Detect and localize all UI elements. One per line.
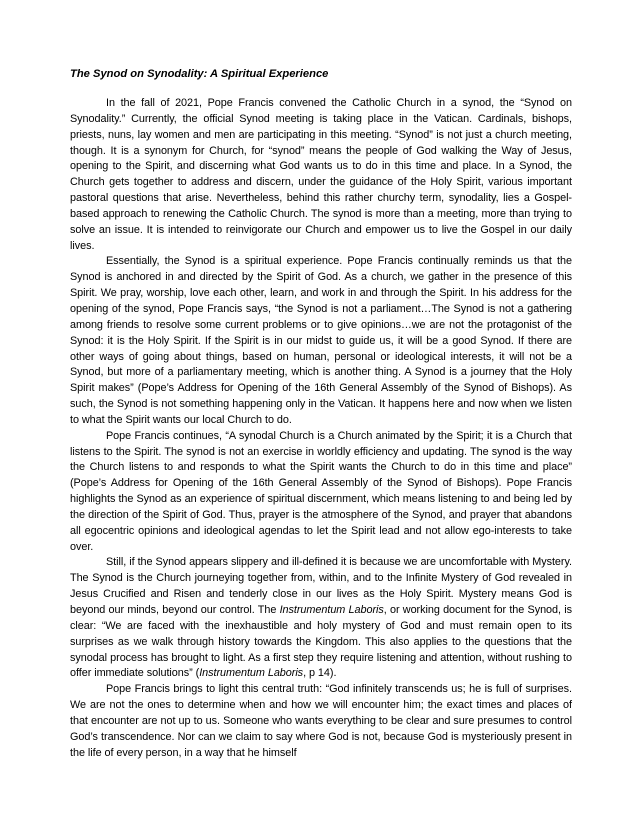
paragraph-3 <box>70 429 572 556</box>
italic-citation: Instrumentum Laboris <box>279 604 384 616</box>
paragraph-2 <box>70 254 572 428</box>
paragraph-text: Pope Francis brings to light this central truth: “God infinitely transcends us; he is full of surprises. We are not the ones to determine when and how we will encounter him; the exact times and places of that encounter are not up to us. Someone who wants everything to be clear and sure presumes to control God’s transcendence. Nor can we claim to say where God is not, because God is mysteriously present in the life of every person, in a way that he himself <box>70 683 572 759</box>
paragraph-text: Essentially, the Synod is a spiritual experience. Pope Francis continually reminds us that the Synod is anchored in and directed by the Spirit of God. As a church, we gather in the presence of this Spirit. We pray, worship, love each other, learn, and work in and through the Spirit. In his address for the opening of the synod, Pope Francis says, “the Synod is not a parliament…The Synod is not a gathering among friends to resolve some current problems or to give opinions…we are not the protagonist of the Synod: it is the Holy Spirit. If the Spirit is in our midst to guide us, it will be a good Synod. If there are other ways of going about things, based on human, personal or ideological interests, it will not be a Synod, but more of a parliamentary meeting, which is another thing. A Synod is a journey that the Holy Spirit makes” (Pope’s Address for Opening of the 16th General Assembly of the Synod of Bishops). As such, the Synod is not something happening only in the Vatican. It happens here and now when we listen to what the Spirit wants our local Church to do. <box>70 255 572 426</box>
paragraph-text: In the fall of 2021, Pope Francis convened the Catholic Church in a synod, the “Synod on Synodality.” Currently, the official Synod meeting is taking place in the Vatican. Cardinals, bishops, priests, nuns, lay women and men are participating in this meeting. “Synod” is not just a church meeting, though. It is a synonym for Church, for “synod” means the people of God walking the Way of Jesus, opening to the Spirit, and discerning what God wants us to do in this time and place. In a Synod, the Church gets together to address and discern, under the guidance of the Holy Spirit, various important pastoral questions that arise. Nevertheless, behind this rather churchy term, synodality, lies a Gospel-based approach to renewing the Catholic Church. The synod is more than a meeting, more than trying to solve an issue. It is intended to reinvigorate our Church and empower us to live the Gospel in our daily lives. <box>70 97 572 252</box>
document-title: The Synod on Synodality: A Spiritual Experience <box>70 68 329 80</box>
paragraph-text: , or working document for the Synod, is clear: “We are faced with the inexhaustible and holy mystery of God and must remain open to its surprises as we walk through history towards the Kingdom. This also applies to the questions that the synodal process has brought to light. As a first step they require listening and attention, without rushing to offer immediate solutions” ( <box>70 604 572 680</box>
paragraph-text: , p 14). <box>303 667 337 680</box>
italic-citation: Instrumentum Laboris <box>199 667 304 680</box>
document-page <box>70 66 572 761</box>
paragraph-5 <box>70 682 572 761</box>
paragraph-text: Still, if the Synod appears slippery and ill-defined it is because we are uncomfortable with Mystery. The Synod is the Church journeying together from, within, and to the Infinite Mystery of God revealed in Jesus Crucified and Risen and tenderly close in our lives as the Holy Spirit. Mystery means God is beyond our minds, beyond our control. The <box>70 556 572 616</box>
paragraph-text: Pope Francis continues, “A synodal Church is a Church animated by the Spirit; it is a Church that listens to the Spirit. The synod is not an exercise in worldly efficiency and updating. The synod is the way the Church listens to and responds to what the Spirit wants the Church to do in this time and place” (Pope’s Address for Opening of the 16th General Assembly of the Synod of Bishops). Pope Francis highlights the Synod as an experience of spiritual discernment, which means listening to and being led by the direction of the Spirit of God. Thus, prayer is the atmosphere of the Synod, and prayer that abandons all egocentric opinions and ideological agendas to let the Spirit lead and not allow ego-interests to take over. <box>70 429 572 553</box>
paragraph-1 <box>70 96 572 254</box>
paragraph-4 <box>70 555 572 682</box>
